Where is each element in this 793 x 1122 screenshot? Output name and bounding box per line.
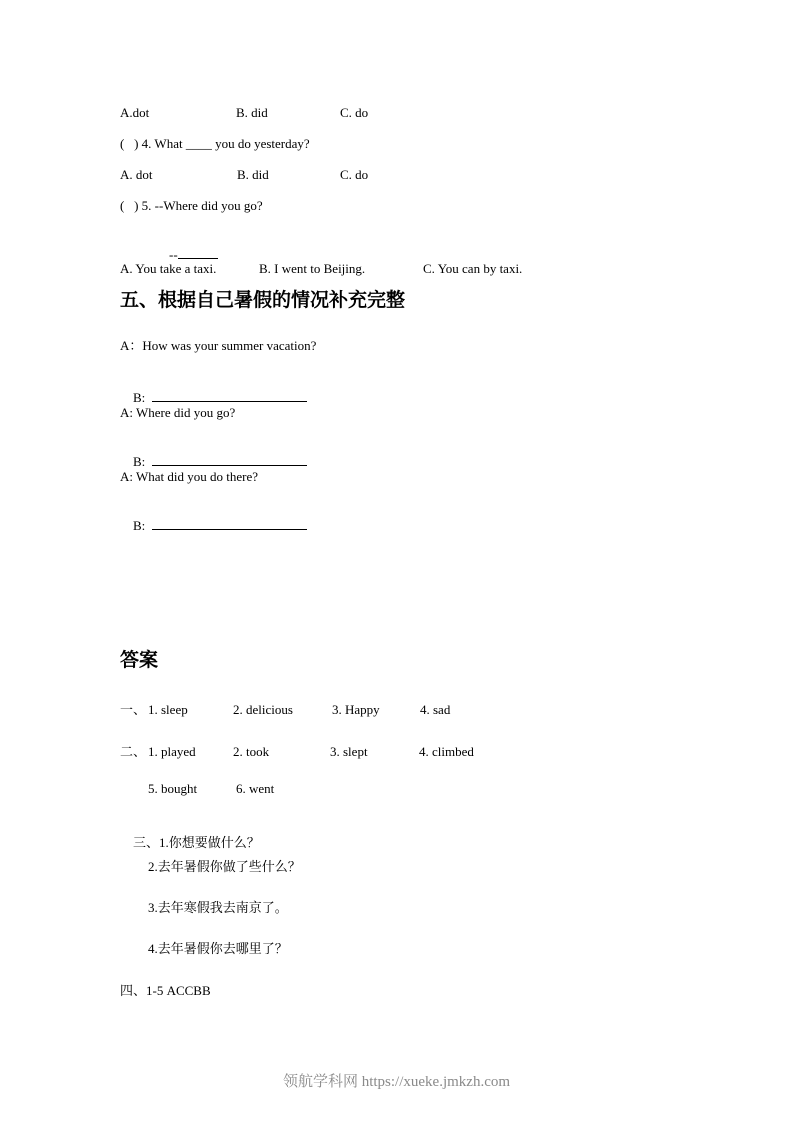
q3-option-a: A.dot [120,105,150,120]
answers-row-3-line-3: 3.去年寒假我去南京了。 [148,900,288,915]
q4-option-a: A. dot [120,167,153,182]
section-5-heading: 五、根据自己暑假的情况补充完整 [120,290,406,311]
answers-row-3-line-2: 2.去年暑假你做了些什么？ [148,859,301,874]
answers-row-1-item-3: 3. Happy [332,702,380,717]
q5-option-b: B. I went to Beijing. [259,261,366,276]
answers-heading: 答案 [120,650,159,671]
answers-row-1-label: 一、 [120,702,147,717]
dialogue-b2-label: B: [133,454,146,469]
answers-row-3-item-1: 1.你想要做什么？ [159,835,260,850]
answers-row-2-item-2: 2. took [233,744,270,759]
dialogue-line-a3: A: What did you do there? [120,469,259,484]
answers-row-2-item-6: 6. went [236,781,275,796]
dialogue-b1-blank [152,388,307,402]
answers-row-1-item-1: 1. sleep [148,702,188,717]
answers-row-2-label: 二、 [120,744,147,759]
dialogue-line-a1: A：How was your summer vacation? [120,338,317,353]
dialogue-b3-label: B: [133,518,146,533]
dialogue-b3-blank [152,516,307,530]
question-5-answer-blank [178,245,218,259]
dialogue-b1-label: B: [133,390,146,405]
answers-row-2-item-5: 5. bought [148,781,198,796]
answers-row-4: 四、1-5 ACCBB [120,983,211,998]
q5-option-c: C. You can by taxi. [423,261,523,276]
dialogue-line-a2: A: Where did you go? [120,405,236,420]
q3-option-b: B. did [236,105,268,120]
answers-row-2-item-3: 3. slept [330,744,368,759]
answers-row-3-label: 三、 [133,835,160,850]
question-4: ( ) 4. What ____ you do yesterday? [120,136,310,151]
answers-row-2-item-4: 4. climbed [419,744,474,759]
question-5-answer-prefix: -- [169,247,178,262]
site-watermark: 领航学科网 https://xueke.jmkzh.com [282,1074,511,1090]
answers-row-2-item-1: 1. played [148,744,196,759]
answers-row-1-item-4: 4. sad [420,702,451,717]
q4-option-b: B. did [237,167,269,182]
dialogue-line-b3 [120,500,307,550]
q3-option-c: C. do [340,105,369,120]
q5-option-a: A. You take a taxi. [120,261,217,276]
answers-row-1-item-2: 2. delicious [233,702,293,717]
question-5: ( ) 5. --Where did you go? [120,198,263,213]
answers-row-3-line-4: 4.去年暑假你去哪里了？ [148,941,288,956]
dialogue-b2-blank [152,452,307,466]
q4-option-c: C. do [340,167,369,182]
